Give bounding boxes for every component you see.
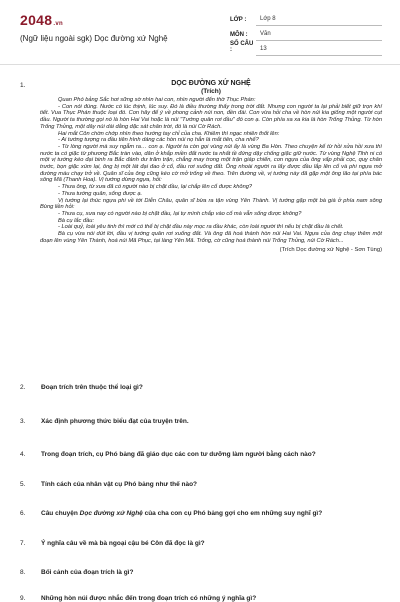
passage-paragraph: - Thưa tướng quân, sống được ạ. bbox=[58, 190, 143, 197]
logo-text: 2048 bbox=[20, 12, 53, 28]
passage-paragraph: - Từ lòng người mà suy ngẫm ra… con ạ. Người ta còn gọi vùng núi ấy là vùng Ba Hòn. Theo chuyện kể từ hồi xửa hồi xưa thì nước ta có giặc từ phương Bắc tràn vào, dân ở khắp miền đất nước ta nhất tề đứng dậy chống giặc giữ nước. Từ vùng Nghệ Tĩnh ni có một vị tướng kéo đại binh ra Bắc đánh dư trăm trận, chẳng may trong một trận giáp chiến, con ngựa của ông vấp phải cọc, quỵ chân trước, bọn giặc xúm lại, ông bị một lát đại đao ở cổ, đầu rơi xuống đất. Ông nhoài người ra lấy được đầu lắp lên cổ và phi ngựa mở đường máu chạy trở về. Quân sĩ của ông cũng kéo cờ mở trống về theo. Trên đường về, vị tướng này đã gặp một ông lão tại phía bác sông Mã (Thanh Hoa). Vị tướng dừng ngựa, hỏi: bbox=[40, 143, 382, 184]
question-text bbox=[41, 510, 322, 517]
meta-row-class bbox=[228, 11, 382, 26]
passage-paragraph: - Thưa ông, từ xưa đã có người nào bị chặt đầu, lại chắp lên cổ được không? bbox=[58, 184, 253, 191]
passage-body bbox=[40, 97, 382, 244]
question-number: 4. bbox=[20, 451, 26, 458]
passage-paragraph: - Ai tướng tượng ra đầu tiên hình dáng các hòn núi nọ hẳn là mắt tiên, cha nhể? bbox=[58, 137, 259, 144]
worksheet-title: (Ngữ liệu ngoài sgk) Dọc đường xứ Nghệ bbox=[20, 34, 168, 43]
work-title: Dọc đường xứ Nghệ bbox=[79, 510, 143, 517]
passage-paragraph: Bà cụ lắc đầu: bbox=[58, 217, 95, 224]
passage-paragraph: - Thưa cụ, xưa nay có người nào bị chặt đầu, lại tự mình chắp vào cổ mà vẫn sống được không? bbox=[58, 210, 302, 217]
question-number: 5. bbox=[20, 481, 26, 488]
meta-row-count bbox=[228, 41, 382, 56]
question-number: 2. bbox=[20, 384, 26, 391]
meta-row-subject bbox=[228, 26, 382, 41]
question-text: Đoạn trích trên thuộc thể loại gì? bbox=[41, 384, 143, 391]
passage-paragraph: Hai mắt Côn chờn chớp nhìn theo hướng tay chỉ của cha. Khiêm thì ngạc nhiên thốt lên: bbox=[58, 130, 280, 137]
meta-label: MÔN : bbox=[230, 32, 248, 38]
passage-paragraph: - Loài quỷ, loài yêu tinh thì mới có thể bị chặt đầu này mọc ra đầu khác, còn loài người thì nếu bị chặt đầu là chết. bbox=[58, 224, 344, 231]
question-number: 9. bbox=[20, 595, 26, 602]
question-number: 1. bbox=[20, 82, 26, 89]
meta-value: 13 bbox=[256, 46, 382, 56]
question-text: Bối cảnh của đoạn trích là gì? bbox=[41, 569, 134, 576]
passage-paragraph: Bà cụ vừa nói dứt lời, đầu vị tướng quân rơi xuống đất. Và ông đã hoá thành hòn núi Hai Vai. Ngựa của ông chạy thêm một đoạn lên vùng Yên Thành, hoá núi Mã Phục, tại làng Yên Mã. Trống, cờ cũng hoá thành núi Trống Thủng, núi Cờ Rách... bbox=[40, 231, 382, 244]
question-text: Trong đoạn trích, cụ Phó bảng đã giáo dục các con tư dưỡng làm người bằng cách nào? bbox=[41, 451, 316, 458]
question-number: 8. bbox=[20, 569, 26, 576]
passage-paragraph: Quan Phó bảng Sắc hơi sững sờ nhìn hai con, nhìn người đến thờ Thục Phán: bbox=[58, 97, 256, 103]
passage-paragraph: - Con nói đúng. Nước có lúc thịnh, lúc suy. Đó là điều thường thấy trong trời đất. Nhưng con người ta lại phải biết giữ trọn khí tiết. Vua Thục Phán thuộc loại đó. Con hãy để ý về phong cảnh núi non, đền đài. Con vừa hỏi cha về hòn núi kia giống một người cụt đầu. Người ta thường gọi nó là hòn Hai Vai hoặc là núi "Tướng quân rơi đầu" đó con ạ. Còn phía xa xa kia là hòn Trống Thủng. Từ hòn Trống Thủng, một dây núi dài dằng dặc sát chân trời, đó là núi Cờ Rách. bbox=[40, 103, 382, 130]
passage-source: (Trích Dọc đường xứ Nghệ - Sơn Tùng) bbox=[279, 247, 382, 254]
question-text: Xác định phương thức biểu đạt của truyện trên. bbox=[41, 418, 189, 425]
question-number: 6. bbox=[20, 510, 26, 517]
question-text: Tính cách của nhân vật cụ Phó bảng như thế nào? bbox=[41, 481, 198, 488]
question-number: 7. bbox=[20, 540, 26, 547]
question-text: Những hòn núi được nhắc đến trong đoạn trích có những ý nghĩa gì? bbox=[41, 595, 257, 602]
meta-value: Văn bbox=[256, 31, 382, 41]
passage-title: DỌC ĐƯỜNG XỨ NGHỆ bbox=[171, 80, 251, 87]
page-header bbox=[0, 0, 400, 62]
worksheet-meta bbox=[228, 11, 382, 56]
passage-subtitle: (Trích) bbox=[201, 88, 221, 95]
site-logo[interactable] bbox=[20, 12, 63, 28]
reading-passage bbox=[40, 80, 382, 253]
passage-paragraph: Vị tướng lại thúc ngựa phi về tới Diễn Châu, quân sĩ bừa ra tận vùng Yên Thành. Vị tướng gặp một bà già ở phía nam sông Bùng liền hỏi: bbox=[40, 197, 382, 211]
meta-label: SỐ CÂU : bbox=[230, 41, 254, 53]
meta-value: Lớp 8 bbox=[256, 16, 382, 26]
meta-label: LỚP : bbox=[230, 17, 247, 23]
question-text-part: của cha con cụ Phó bảng gợi cho em những suy nghĩ gì? bbox=[142, 510, 323, 517]
header-divider bbox=[0, 64, 400, 65]
question-text: Ý nghĩa câu về mà bà ngoại cậu bé Côn đã đọc là gì? bbox=[41, 540, 205, 547]
question-text-part: Câu chuyện bbox=[41, 510, 80, 517]
logo-suffix: .vn bbox=[53, 21, 63, 27]
question-number: 3. bbox=[20, 418, 26, 425]
